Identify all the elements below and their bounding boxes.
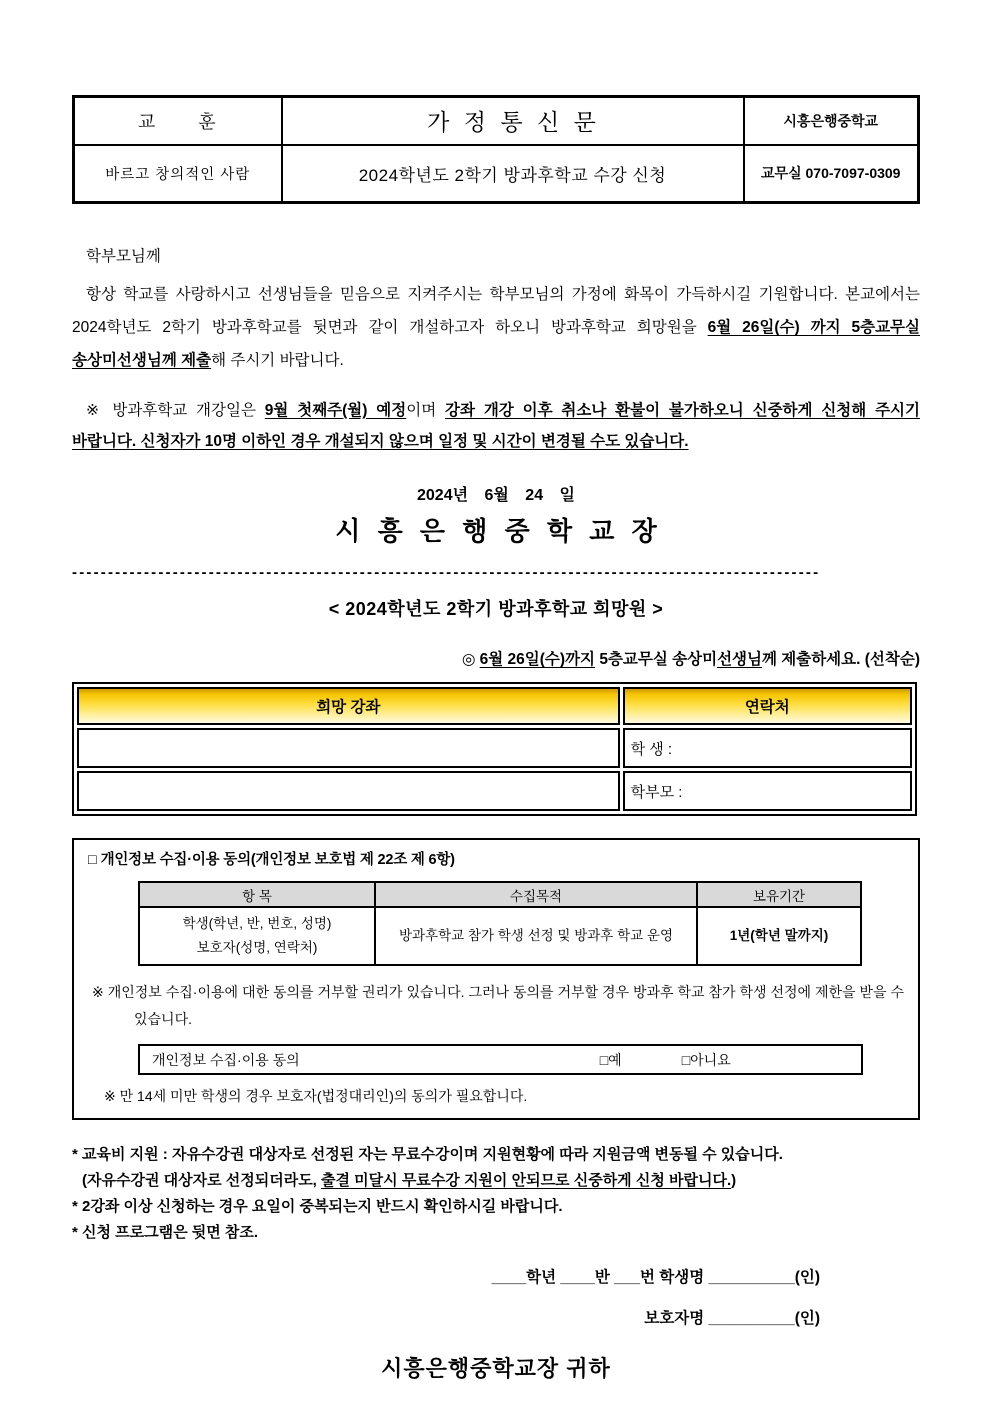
subject-cell: 2024학년도 2학기 방과후학교 수강 신청 — [282, 145, 744, 203]
privacy-items-table — [138, 881, 862, 966]
submit-location: 5층교무실 송상미 — [595, 651, 718, 669]
privacy-retention-cell: 1년(학년 말까지) — [697, 907, 861, 965]
student-contact-cell: 학 생 : — [623, 728, 912, 768]
issue-date: 2024년 6월 24 일 — [417, 487, 575, 505]
cut-divider-line: -------------------------------------------------------------------------------------------------------- — [72, 564, 821, 582]
schedule-overlap-note: * 2강좌 이상 신청하는 경우 요일이 중복되는지 반드시 확인하시길 바랍니다. — [72, 1197, 563, 1215]
school-name-cell: 시흥은행중학교 — [744, 97, 919, 145]
principal-signature: 시 흥 은 행 중 학 교 장 — [335, 516, 657, 547]
course-application-table — [72, 682, 917, 816]
privacy-header-retention: 보유기간 — [697, 882, 861, 907]
no-label: 아니요 — [690, 1051, 731, 1068]
notice-mid: 이며 — [406, 401, 446, 419]
course-column-header: 희망 강좌 — [77, 687, 620, 725]
course-input-cell-1 — [77, 728, 620, 768]
yes-checkbox-icon: □ — [599, 1051, 609, 1068]
yes-label: 예 — [608, 1051, 622, 1068]
doc-type-cell: 가 정 통 신 문 — [282, 97, 744, 145]
notice-refund-emphasis: 강좌 개강 이후 취소나 환불이 불가하오니 신중하게 신청해 주시기 바랍니다. 신청자가 10명 이하인 경우 개설되지 않으며 일정 및 시간이 변경될 수도 있습니다. — [72, 401, 920, 451]
fee-warning-underline: 출결 미달시 무료수강 지원이 안되므로 신중하게 신청 바랍니다. — [321, 1172, 732, 1190]
notice-paragraph — [72, 395, 920, 459]
no-checkbox-icon: □ — [681, 1051, 691, 1068]
footer-notes — [72, 1142, 920, 1245]
course-input-cell-2 — [77, 771, 620, 811]
privacy-title-text: 개인정보 수집·이용 동의(개인정보 보호법 제 22조 제 6항) — [100, 852, 455, 869]
parent-contact-cell: 학부모 : — [623, 771, 912, 811]
fee-warning-prefix: (자유수강권 대상자로 선정되더라도, — [82, 1172, 322, 1190]
submit-bullet: ◎ — [461, 651, 480, 669]
student-signature-line: ____학년 ____반 ___번 학생명 __________(인) — [491, 1269, 820, 1287]
consent-yes-option — [600, 1050, 622, 1070]
consent-answer-row — [138, 1044, 863, 1075]
privacy-section-title — [88, 848, 904, 869]
intro-deadline-emphasis: 6월 26일(수) 까지 5층교무실 송상미선생님께 제출 — [72, 318, 920, 369]
privacy-header-item: 항 목 — [139, 882, 375, 907]
consent-label: 개인정보 수집·이용 동의 — [152, 1051, 300, 1068]
consent-no-option — [682, 1050, 731, 1070]
privacy-header-purpose: 수집목적 — [375, 882, 697, 907]
intro-text-1: 항상 학교를 사랑하시고 선생님들을 믿음으로 지켜주시는 학부모님의 가정에 화목이 가득하시길 기원합니다. 본교에서는 2024학년도 2학기 방과후학교를 뒷면과 같이 개설하고자 하오니 방과후학교 희망원을 — [72, 286, 920, 336]
fee-support-note: * 교육비 지원 : 자유수강권 대상자로 선정된 자는 무료수강이며 지원현황에 따라 지원금액 변동될 수 있습니다. — [72, 1146, 783, 1164]
privacy-refusal-notice: ※ 개인정보 수집·이용에 대한 동의를 거부할 권리가 있습니다. 그러나 동의를 거부할 경우 방과후 학교 참가 학생 선정에 제한을 받을 수 있습니다. — [92, 984, 904, 1027]
privacy-consent-section — [72, 838, 920, 1120]
privacy-purpose-cell: 방과후학교 참가 학생 선정 및 방과후 학교 운영 — [375, 907, 697, 965]
fee-warning-note — [72, 1168, 920, 1194]
intro-paragraph — [72, 279, 920, 378]
parent-signature-line: 보호자명 __________(인) — [644, 1310, 820, 1328]
motto-label-cell: 교 훈 — [74, 97, 282, 145]
office-phone-cell: 교무실 070-7097-0309 — [744, 145, 919, 203]
minor-consent-note: ※ 만 14세 미만 학생의 경우 보호자(법정대리인)의 동의가 필요합니다. — [104, 1088, 528, 1105]
header-table — [72, 95, 920, 204]
form-title: < 2024학년도 2학기 방과후학교 희망원 > — [328, 599, 664, 620]
submit-instruction — [72, 647, 920, 669]
fee-warning-suffix: ) — [731, 1172, 737, 1190]
submit-suffix: 께 제출하세요. (선착순) — [761, 651, 920, 669]
submit-deadline: 6월 26일(수)까지 — [479, 651, 596, 669]
checkbox-icon: □ — [88, 852, 97, 869]
privacy-item-line1: 학생(학년, 반, 번호, 성명) — [182, 916, 332, 932]
notice-prefix: ※ 방과후학교 개강일은 — [86, 401, 265, 419]
privacy-item-line2: 보호자(성명, 연락처) — [196, 940, 318, 956]
addressee: 시흥은행중학교장 귀하 — [381, 1356, 611, 1382]
motto-cell: 바르고 창의적인 사람 — [74, 145, 282, 203]
notice-start-date-emphasis: 9월 첫째주(월) 예정 — [264, 401, 407, 419]
privacy-item-cell — [139, 907, 375, 965]
contact-column-header: 연락처 — [623, 687, 912, 725]
submit-teacher: 선생님 — [717, 651, 762, 669]
salutation: 학부모님께 — [86, 248, 161, 265]
program-reference-note: * 신청 프로그램은 뒷면 참조. — [72, 1223, 259, 1241]
intro-text-2: 해 주시기 바랍니다. — [211, 351, 344, 369]
